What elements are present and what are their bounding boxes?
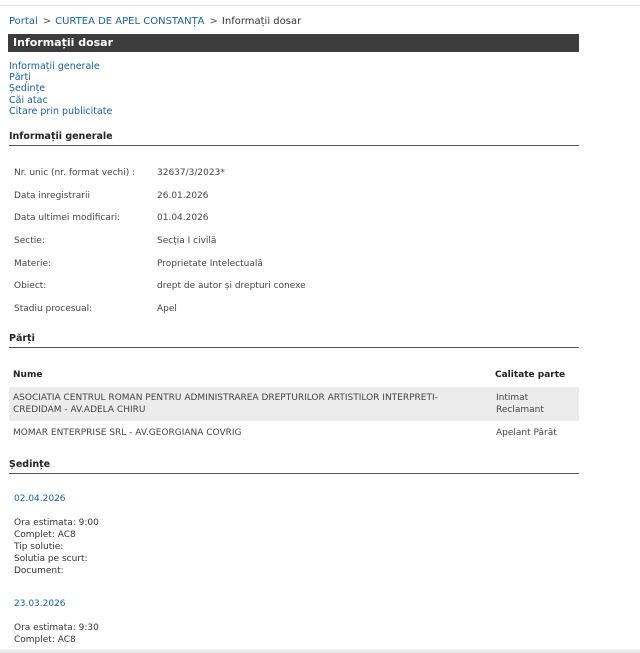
party-1-role-line2: Reclamant — [496, 405, 544, 415]
link-citare-publicitate[interactable]: Citare prin publicitate — [9, 105, 113, 117]
general-info-heading: Informații generale — [9, 131, 579, 146]
field-label-sectie: Sectie: — [14, 236, 45, 246]
field-label-nr-unic: Nr. unic (nr. format vechi) : — [14, 168, 136, 178]
session-1-document: Document: — [14, 566, 64, 576]
section-links — [9, 61, 112, 117]
party-1-name-line1: ASOCIATIA CENTRUL ROMAN PENTRU ADMINISTRAREA DREPTURILOR ARTISTILOR INTERPRETI- — [13, 393, 438, 403]
party-1-name-line2: CREDIDAM - AV.ADELA CHIRU — [13, 405, 146, 415]
parties-heading: Părți — [9, 333, 579, 348]
breadcrumb-court-link[interactable]: CURTEA DE APEL CONSTANȚA — [55, 16, 205, 27]
party-1-role — [496, 392, 544, 416]
column-header-calitate: Calitate parte — [495, 370, 566, 380]
field-label-stadiu: Stadiu procesual: — [14, 304, 93, 314]
session-1-solutia: Solutia pe scurt: — [14, 554, 88, 564]
field-label-data-modificari: Data ultimei modificari: — [14, 213, 121, 223]
party-1-name — [13, 392, 438, 416]
party-2-role: Apelant Pârât — [496, 428, 557, 438]
sessions-heading: Ședințe — [9, 459, 579, 474]
session-2-ora: Ora estimata: 9:30 — [14, 623, 99, 633]
breadcrumb — [9, 16, 301, 27]
field-value-stadiu: Apel — [157, 304, 177, 314]
session-2-complet: Complet: AC8 — [14, 635, 76, 645]
breadcrumb-portal-link[interactable]: Portal — [9, 16, 38, 27]
link-parti[interactable]: Părți — [9, 72, 31, 84]
bottom-border — [0, 649, 640, 653]
field-value-data-modificari: 01.04.2026 — [157, 213, 209, 223]
page-title: Informații dosar — [13, 36, 114, 49]
field-value-sectie: Secția I civilă — [157, 236, 217, 246]
breadcrumb-separator: > — [209, 16, 218, 27]
page-title-bar — [8, 34, 579, 52]
session-1-complet: Complet: AC8 — [14, 530, 76, 540]
column-header-nume: Nume — [13, 370, 43, 380]
field-value-obiect: drept de autor și drepturi conexe — [157, 281, 306, 291]
party-1-role-line1: Intimat — [496, 393, 529, 403]
field-label-materie: Materie: — [14, 259, 52, 269]
link-sedinte[interactable]: Ședințe — [9, 83, 46, 95]
session-1-tip-solutie: Tip solutie: — [14, 542, 64, 552]
session-1-ora: Ora estimata: 9:00 — [14, 518, 99, 528]
link-cai-atac[interactable]: Căi atac — [9, 94, 48, 106]
session-2-date: 23.03.2026 — [14, 599, 66, 609]
field-label-data-inregistrarii: Data inregistrarii — [14, 191, 90, 201]
party-2-name: MOMAR ENTERPRISE SRL - AV.GEORGIANA COVRIG — [13, 428, 242, 438]
session-1-date: 02.04.2026 — [14, 494, 66, 504]
link-informatii-generale[interactable]: Informații generale — [9, 61, 100, 72]
field-value-nr-unic: 32637/3/2023* — [157, 168, 225, 178]
breadcrumb-current: Informații dosar — [221, 16, 302, 27]
top-border — [0, 5, 640, 6]
field-label-obiect: Obiect: — [14, 281, 47, 291]
field-value-materie: Proprietate Intelectuală — [157, 259, 263, 269]
field-value-data-inregistrarii: 26.01.2026 — [157, 191, 209, 201]
breadcrumb-separator: > — [42, 16, 52, 27]
